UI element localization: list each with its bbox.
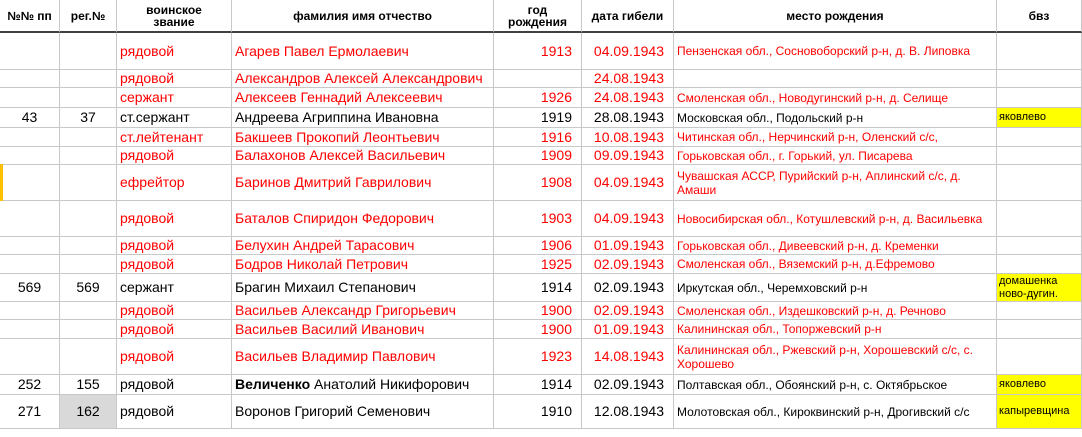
cell-text: 1923	[540, 348, 572, 364]
cell-registration-number[interactable]	[60, 375, 117, 395]
cell-death-date[interactable]	[582, 108, 674, 128]
cell-text: Горьковская обл., Дивеевский р-н, д. Кременки	[677, 238, 939, 253]
column-header-military-rank[interactable]: воинское звание	[117, 0, 232, 33]
cell-row-number[interactable]	[0, 255, 60, 274]
column-header-registration-number[interactable]: рег.№	[60, 0, 117, 33]
cell-text: Читинская обл., Нерчинский р-н, Оленский с/с,	[677, 130, 939, 144]
cell-burial-site[interactable]	[997, 375, 1082, 395]
cell-military-rank[interactable]	[117, 274, 232, 302]
cell-registration-number[interactable]	[60, 302, 117, 320]
cell-military-rank[interactable]	[117, 302, 232, 320]
cell-text: 252	[17, 376, 42, 392]
column-header-row-number[interactable]: №№ пп	[0, 0, 60, 33]
cell-text: рядовой	[120, 237, 175, 253]
cell-row-number[interactable]	[0, 147, 60, 165]
cell-text: Белухин Андрей Тарасович	[235, 237, 415, 253]
cell-text: ст.лейтенант	[120, 128, 204, 145]
column-header-burial-site[interactable]: бвз	[997, 0, 1082, 33]
given-names: Анатолий Никифорович	[310, 376, 470, 392]
cell-text: рядовой	[120, 376, 175, 392]
column-header-birthplace[interactable]: место рождения	[674, 0, 997, 33]
cell-full-name[interactable]	[232, 165, 494, 201]
cell-text: ефрейтор	[120, 174, 185, 190]
cell-text: 12.08.1943	[593, 403, 664, 419]
cell-text: 02.09.1943	[593, 255, 664, 272]
cell-full-name[interactable]	[232, 274, 494, 302]
cell-full-name[interactable]	[232, 320, 494, 339]
cell-text: Иркутская обл., Черемховский р-н	[677, 280, 868, 295]
cell-text: 1910	[540, 403, 572, 419]
cell-full-name[interactable]	[232, 88, 494, 108]
cell-text: Брагин Михаил Степанович	[235, 279, 416, 295]
cell-birth-year[interactable]	[494, 395, 582, 429]
column-header-death-date[interactable]: дата гибели	[582, 0, 674, 33]
cell-row-number[interactable]	[0, 108, 60, 128]
cell-military-rank[interactable]	[117, 165, 232, 201]
cell-text: 01.09.1943	[593, 320, 664, 337]
cell-text: Баринов Дмитрий Гаврилович	[235, 174, 432, 190]
cell-row-number[interactable]	[0, 375, 60, 395]
cell-burial-site[interactable]	[997, 395, 1082, 429]
cell-burial-site[interactable]	[997, 255, 1082, 274]
cell-text: Васильев Владимир Павлович	[235, 348, 436, 364]
cell-row-number[interactable]	[0, 165, 60, 201]
cell-text: Васильев Василий Иванович	[235, 320, 425, 337]
cell-text: 04.09.1943	[593, 42, 664, 59]
cell-text: 1906	[540, 237, 572, 253]
cell-text: 04.09.1943	[593, 174, 664, 190]
cell-burial-site[interactable]	[997, 33, 1082, 70]
cell-text: 09.09.1943	[593, 147, 664, 163]
cell-birth-year[interactable]	[494, 339, 582, 375]
cell-burial-site[interactable]	[997, 88, 1082, 108]
cell-military-rank[interactable]	[117, 33, 232, 70]
cell-text: сержант	[120, 89, 174, 105]
cell-death-date[interactable]	[582, 395, 674, 429]
cell-text: Андреева Агриппина Ивановна	[235, 109, 439, 125]
cell-text: Горьковская обл., г. Горький, ул. Писарева	[677, 148, 913, 163]
cell-full-name[interactable]	[232, 339, 494, 375]
row-selection-marker	[0, 164, 3, 201]
cell-text: 1900	[540, 302, 572, 318]
cell-text: капыревщина	[999, 405, 1070, 417]
cell-text: 1914	[540, 376, 572, 392]
cell-registration-number[interactable]	[60, 88, 117, 108]
cell-row-number[interactable]	[0, 395, 60, 429]
cell-birth-year[interactable]	[494, 237, 582, 255]
cell-registration-number[interactable]	[60, 147, 117, 165]
cell-birthplace[interactable]	[674, 108, 997, 128]
cell-text: 02.09.1943	[593, 376, 664, 392]
cell-birth-year[interactable]	[494, 70, 582, 88]
cell-text: Александров Алексей Александрович	[235, 70, 483, 86]
cell-text: Смоленская обл., Новодугинский р-н, д. Селище	[677, 90, 949, 105]
cell-death-date[interactable]	[582, 147, 674, 165]
cell-death-date[interactable]	[582, 165, 674, 201]
cell-registration-number[interactable]	[60, 237, 117, 255]
cell-text: Смоленская обл., Издешковский р-н, д. Речново	[677, 303, 946, 318]
cell-text: Новосибирская обл., Котушлевский р-н, д. Васильевка	[677, 211, 983, 226]
cell-full-name[interactable]	[232, 108, 494, 128]
cell-full-name[interactable]	[232, 147, 494, 165]
cell-full-name[interactable]	[232, 375, 494, 395]
cell-text: Бакшеев Прокопий Леонтьевич	[235, 128, 440, 145]
cell-birthplace[interactable]	[674, 70, 997, 88]
cell-burial-site[interactable]	[997, 201, 1082, 237]
cell-text: Полтавская обл., Обоянский р-н, с. Октябрьское	[677, 377, 948, 392]
cell-birth-year[interactable]	[494, 165, 582, 201]
cell-birthplace[interactable]	[674, 395, 997, 429]
cell-birth-year[interactable]	[494, 255, 582, 274]
cell-text: Молотовская обл., Кироквинский р-н, Дрогивский с/с	[677, 404, 970, 419]
cell-military-rank[interactable]	[117, 128, 232, 147]
cell-burial-site[interactable]	[997, 147, 1082, 165]
cell-row-number[interactable]	[0, 128, 60, 147]
cell-military-rank[interactable]	[117, 201, 232, 237]
cell-row-number[interactable]	[0, 302, 60, 320]
cell-birthplace[interactable]	[674, 165, 997, 201]
cell-birth-year[interactable]	[494, 274, 582, 302]
cell-death-date[interactable]	[582, 302, 674, 320]
cell-registration-number[interactable]	[60, 165, 117, 201]
cell-full-name[interactable]	[232, 201, 494, 237]
cell-text: Калининская обл., Ржевский р-н, Хорошевский с/с, с. Хорошево	[677, 342, 974, 371]
cell-military-rank[interactable]	[117, 88, 232, 108]
cell-birthplace[interactable]	[674, 255, 997, 274]
cell-text: 24.08.1943	[593, 70, 664, 86]
cell-text: Воронов Григорий Семенович	[235, 403, 431, 419]
cell-text: 1919	[540, 109, 572, 125]
cell-military-rank[interactable]	[117, 395, 232, 429]
cell-full-name[interactable]	[232, 237, 494, 255]
cell-text: 01.09.1943	[593, 237, 664, 253]
cell-burial-site[interactable]	[997, 70, 1082, 88]
cell-text: 02.09.1943	[593, 279, 664, 295]
cell-birth-year[interactable]	[494, 375, 582, 395]
cell-military-rank[interactable]	[117, 108, 232, 128]
cell-birthplace[interactable]	[674, 147, 997, 165]
cell-military-rank[interactable]	[117, 70, 232, 88]
cell-burial-site[interactable]	[997, 320, 1082, 339]
cell-text: Агарев Павел Ермолаевич	[235, 42, 409, 59]
cell-birth-year[interactable]	[494, 108, 582, 128]
cell-death-date[interactable]	[582, 339, 674, 375]
cell-text: рядовой	[120, 255, 175, 272]
cell-text: 04.09.1943	[593, 210, 664, 226]
cell-row-number[interactable]	[0, 70, 60, 88]
cell-text: 569	[17, 279, 42, 295]
cell-text: 1900	[540, 320, 572, 337]
cell-text: Бодров Николай Петрович	[235, 255, 409, 272]
cell-text: 1916	[540, 128, 572, 145]
cell-text: Пензенская обл., Сосновоборский р-н, д. В. Липовка	[677, 44, 971, 58]
cell-text: 1914	[540, 279, 572, 295]
cell-text: рядовой	[120, 302, 175, 318]
cell-military-rank[interactable]	[117, 237, 232, 255]
cell-text: домашенка ново-дугин.	[999, 274, 1058, 300]
cell-text: 14.08.1943	[593, 348, 664, 364]
cell-birth-year[interactable]	[494, 320, 582, 339]
cell-text: 24.08.1943	[593, 89, 664, 105]
cell-registration-number[interactable]	[60, 70, 117, 88]
cell-full-name[interactable]	[232, 33, 494, 70]
cell-registration-number[interactable]	[60, 274, 117, 302]
cell-death-date[interactable]	[582, 88, 674, 108]
cell-row-number[interactable]	[0, 201, 60, 237]
cell-registration-number[interactable]	[60, 395, 117, 429]
cell-registration-number[interactable]	[60, 33, 117, 70]
cell-text: 155	[76, 376, 100, 392]
cell-birthplace[interactable]	[674, 128, 997, 147]
cell-text: рядовой	[120, 348, 175, 364]
cell-death-date[interactable]	[582, 70, 674, 88]
cell-text: Калининская обл., Топоржевский р-н	[677, 322, 882, 336]
cell-text: 271	[17, 403, 42, 419]
cell-full-name[interactable]	[232, 395, 494, 429]
cell-death-date[interactable]	[582, 375, 674, 395]
cell-full-name[interactable]	[232, 128, 494, 147]
cell-birthplace[interactable]	[674, 320, 997, 339]
cell-text: Алексеев Геннадий Алексеевич	[235, 89, 443, 105]
cell-death-date[interactable]	[582, 320, 674, 339]
cell-text: Балахонов Алексей Васильевич	[235, 147, 446, 163]
cell-text: 28.08.1943	[593, 109, 664, 125]
cell-text: Васильев Александр Григорьевич	[235, 302, 456, 318]
cell-burial-site[interactable]	[997, 237, 1082, 255]
cell-text: яковлево	[999, 111, 1046, 123]
cell-registration-number[interactable]	[60, 339, 117, 375]
cell-birthplace[interactable]	[674, 274, 997, 302]
cell-text: сержант	[120, 279, 174, 295]
cell-row-number[interactable]	[0, 274, 60, 302]
cell-burial-site[interactable]	[997, 302, 1082, 320]
cell-text: рядовой	[120, 403, 175, 419]
cell-burial-site[interactable]	[997, 165, 1082, 201]
cell-death-date[interactable]	[582, 255, 674, 274]
cell-text: рядовой	[120, 320, 175, 337]
cell-death-date[interactable]	[582, 237, 674, 255]
cell-text: 1909	[540, 147, 572, 163]
cell-text: Чувашская АССР, Пурийский р-н, Аплинский с/с, д. Амаши	[677, 168, 961, 197]
cell-death-date[interactable]	[582, 33, 674, 70]
column-header-birth-year[interactable]: год рождения	[494, 0, 582, 33]
cell-text: Баталов Спиридон Федорович	[235, 210, 435, 226]
column-header-full-name[interactable]: фамилия имя отчество	[232, 0, 494, 33]
cell-birth-year[interactable]	[494, 33, 582, 70]
cell-text: 1926	[540, 89, 572, 105]
cell-death-date[interactable]	[582, 128, 674, 147]
cell-text: Смоленская обл., Вяземский р-н, д.Ефремово	[677, 257, 935, 271]
cell-text: ст.сержант	[120, 109, 190, 125]
cell-death-date[interactable]	[582, 201, 674, 237]
cell-row-number[interactable]	[0, 33, 60, 70]
cell-birthplace[interactable]	[674, 302, 997, 320]
cell-military-rank[interactable]	[117, 147, 232, 165]
cell-birthplace[interactable]	[674, 237, 997, 255]
cell-burial-site[interactable]	[997, 128, 1082, 147]
cell-text: рядовой	[120, 210, 175, 226]
cell-birthplace[interactable]	[674, 33, 997, 70]
cell-text: рядовой	[120, 42, 175, 59]
cell-text: 1903	[540, 210, 572, 226]
cell-text: 37	[80, 109, 96, 125]
cell-text: 569	[76, 279, 100, 295]
cell-text: 162	[76, 403, 100, 419]
cell-burial-site[interactable]	[997, 339, 1082, 375]
cell-registration-number[interactable]	[60, 255, 117, 274]
cell-text: яковлево	[999, 378, 1046, 390]
cell-military-rank[interactable]	[117, 375, 232, 395]
cell-birth-year[interactable]	[494, 88, 582, 108]
cell-text: 1925	[540, 255, 572, 272]
cell-row-number[interactable]	[0, 339, 60, 375]
cell-text: рядовой	[120, 147, 175, 163]
cell-death-date[interactable]	[582, 274, 674, 302]
cell-birth-year[interactable]	[494, 147, 582, 165]
cell-military-rank[interactable]	[117, 339, 232, 375]
cell-military-rank[interactable]	[117, 255, 232, 274]
cell-burial-site[interactable]	[997, 274, 1082, 302]
cell-birth-year[interactable]	[494, 128, 582, 147]
cell-birthplace[interactable]	[674, 375, 997, 395]
cell-row-number[interactable]	[0, 237, 60, 255]
cell-full-name[interactable]	[232, 70, 494, 88]
cell-burial-site[interactable]	[997, 108, 1082, 128]
cell-text: 02.09.1943	[593, 302, 664, 318]
cell-birthplace[interactable]	[674, 339, 997, 375]
cell-full-name[interactable]	[232, 302, 494, 320]
cell-military-rank[interactable]	[117, 320, 232, 339]
cell-birth-year[interactable]	[494, 302, 582, 320]
cell-birthplace[interactable]	[674, 201, 997, 237]
cell-text: 1908	[540, 174, 572, 190]
cell-row-number[interactable]	[0, 320, 60, 339]
cell-row-number[interactable]	[0, 88, 60, 108]
cell-registration-number[interactable]	[60, 320, 117, 339]
cell-registration-number[interactable]	[60, 201, 117, 237]
cell-registration-number[interactable]	[60, 108, 117, 128]
cell-birth-year[interactable]	[494, 201, 582, 237]
cell-text: 1913	[540, 42, 572, 59]
cell-text: 43	[21, 109, 38, 125]
cell-text: Московская обл., Подольский р-н	[677, 110, 864, 125]
cell-full-name[interactable]	[232, 255, 494, 274]
cell-registration-number[interactable]	[60, 128, 117, 147]
cell-text: 10.08.1943	[593, 128, 664, 145]
surname-bold: Величенко	[235, 376, 311, 392]
cell-birthplace[interactable]	[674, 88, 997, 108]
cell-text: рядовой	[120, 70, 175, 86]
